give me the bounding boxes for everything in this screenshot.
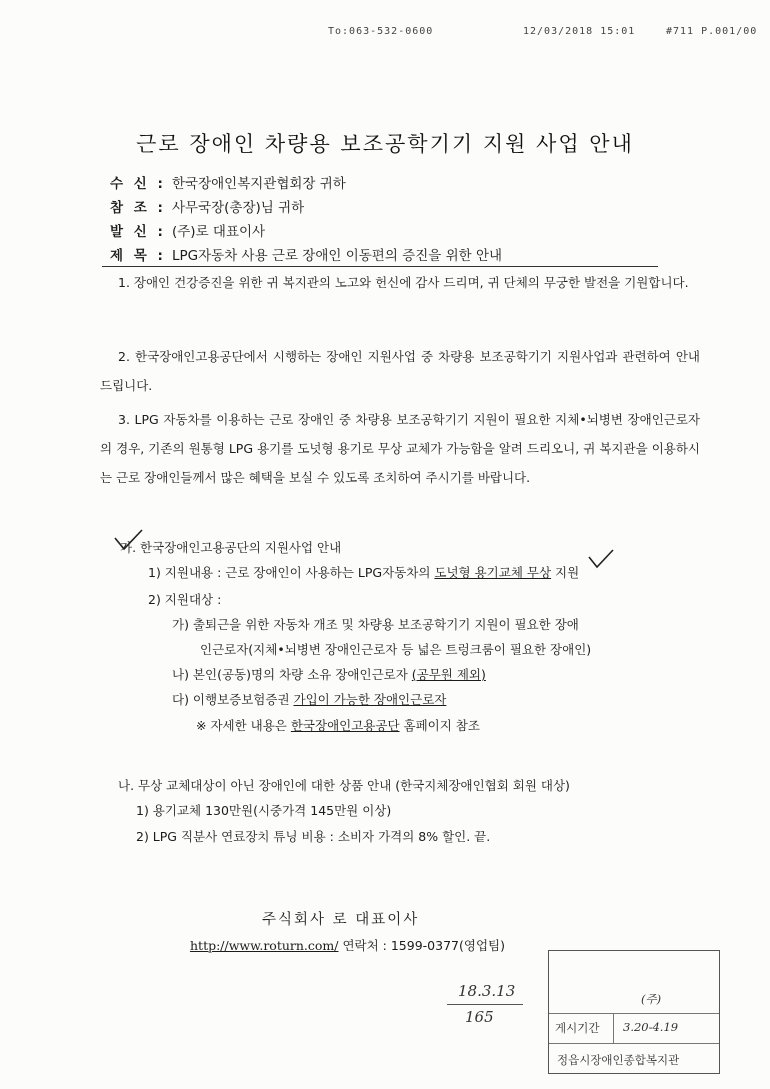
product-item-2: 2) LPG 직분사 연료장치 튜닝 비용 : 소비자 가격의 8% 할인. 끝. xyxy=(136,829,491,844)
stamp-row-divider xyxy=(549,1013,719,1014)
cc-label: 참 조 : xyxy=(110,200,166,216)
recipient-value: 한국장애인복지관협회장 귀하 xyxy=(172,176,346,192)
handwritten-check-icon xyxy=(112,528,146,554)
handwritten-divider xyxy=(447,1004,523,1005)
handwritten-date: 18.3.13 xyxy=(458,982,516,1000)
sender-label: 발 신 : xyxy=(110,224,166,240)
document-title: 근로 장애인 차량용 보조공학기기 지원 사업 안내 xyxy=(136,132,634,156)
subject-label: 제 목 : xyxy=(110,248,166,264)
company-website-link[interactable]: http://www.roturn.com/ xyxy=(190,938,339,953)
recipient-label: 수 신 : xyxy=(110,176,166,192)
stamp-org-name: 정읍시장애인종합복지관 xyxy=(557,1053,680,1067)
support-content-line xyxy=(148,563,579,581)
sender-line xyxy=(110,220,265,240)
paragraph-3 xyxy=(100,405,700,492)
reference-note-prefix: ※ 자세한 내용은 xyxy=(196,718,291,733)
paragraph-3-text: 3. LPG 자동차를 이용하는 근로 장애인 중 차량용 보조공학기기 지원이 필요한 지체•뇌병변 장애인근로자의 경우, 기존의 원통형 LPG 용기를 도넛형 용기로 무상 교체가 가능함을 알려 드리오니, 귀 복지관을 이용하시는 근로 장애인들께서 많은 혜택을 보실 수 있도록 조치하여 주시기를 바랍니다. xyxy=(100,412,700,485)
paragraph-1 xyxy=(100,268,700,297)
stamp-column-divider xyxy=(613,1013,614,1043)
target-b-line xyxy=(172,665,486,683)
stamp-period-label: 게시기간 xyxy=(555,1021,600,1035)
fax-datetime: 12/03/2018 15:01 xyxy=(523,26,636,37)
reference-note-suffix: 홈페이지 참조 xyxy=(399,718,480,733)
fax-to: To:063-532-0600 xyxy=(328,26,434,37)
posting-stamp xyxy=(548,950,720,1074)
section-ga-heading: 가. 한국장애인고용공단의 지원사업 안내 xyxy=(120,540,342,555)
support-content-prefix: 1) 지원내용 : 근로 장애인이 사용하는 LPG자동차의 xyxy=(148,565,435,580)
subject-value: LPG자동차 사용 근로 장애인 이동편의 증진을 위한 안내 xyxy=(172,248,503,264)
handwritten-check-icon xyxy=(586,548,616,570)
support-target-line: 2) 지원대상 : xyxy=(148,592,222,607)
target-c-prefix: 다) 이행보증보험증권 xyxy=(172,692,294,707)
fax-page: #711 P.001/00 xyxy=(666,26,758,37)
paragraph-2-text: 2. 한국장애인고용공단에서 시행하는 장애인 지원사업 중 차량용 보조공학기기 지원사업과 관련하여 안내 드립니다. xyxy=(100,349,700,393)
subject-line xyxy=(110,244,502,264)
company-signature: 주식회사 로 대표이사 xyxy=(262,912,420,928)
product-item-1: 1) 용기교체 130만원(시중가격 145만원 이상) xyxy=(136,803,392,818)
support-content-suffix: 지원 xyxy=(551,565,580,580)
stamp-row-divider xyxy=(549,1043,719,1044)
reference-note-highlight: 한국장애인고용공단 xyxy=(290,718,400,733)
company-contact: 연락처 : 1599-0377(영업팀) xyxy=(338,938,505,953)
paragraph-2 xyxy=(100,342,700,400)
handwritten-number: 165 xyxy=(465,1008,494,1026)
section-na-heading: 나. 무상 교체대상이 아닌 장애인에 대한 상품 안내 (한국지체장애인협회 회원 대상) xyxy=(118,778,570,793)
cc-line xyxy=(110,196,304,216)
sender-value: (주)로 대표이사 xyxy=(172,224,266,240)
recipient-line xyxy=(110,172,346,192)
company-contact-line xyxy=(190,936,505,954)
reference-note xyxy=(196,716,480,734)
support-content-highlight: 도넛형 용기교체 무상 xyxy=(434,565,552,580)
target-b-prefix: 나) 본인(공동)명의 차량 소유 장애인근로자 xyxy=(172,667,412,682)
target-a-line2: 인근로자(지체•뇌병변 장애인근로자 등 넓은 트렁크룸이 필요한 장애인) xyxy=(200,642,592,657)
target-c-line xyxy=(172,690,446,708)
stamp-period-value: 3.20-4.19 xyxy=(623,1020,679,1034)
cc-value: 사무국장(총장)님 귀하 xyxy=(172,200,305,216)
stamp-mark: (주) xyxy=(641,992,662,1006)
target-a-line1: 가) 출퇴근을 위한 자동차 개조 및 차량용 보조공학기기 지원이 필요한 장애 xyxy=(172,617,579,632)
paragraph-1-text: 1. 장애인 건강증진을 위한 귀 복지관의 노고와 헌신에 감사 드리며, 귀 단체의 무궁한 발전을 기원합니다. xyxy=(118,275,689,290)
target-b-highlight: (공무원 제외) xyxy=(411,667,486,682)
target-c-highlight: 가입이 가능한 장애인근로자 xyxy=(293,692,447,707)
header-divider xyxy=(102,266,658,267)
